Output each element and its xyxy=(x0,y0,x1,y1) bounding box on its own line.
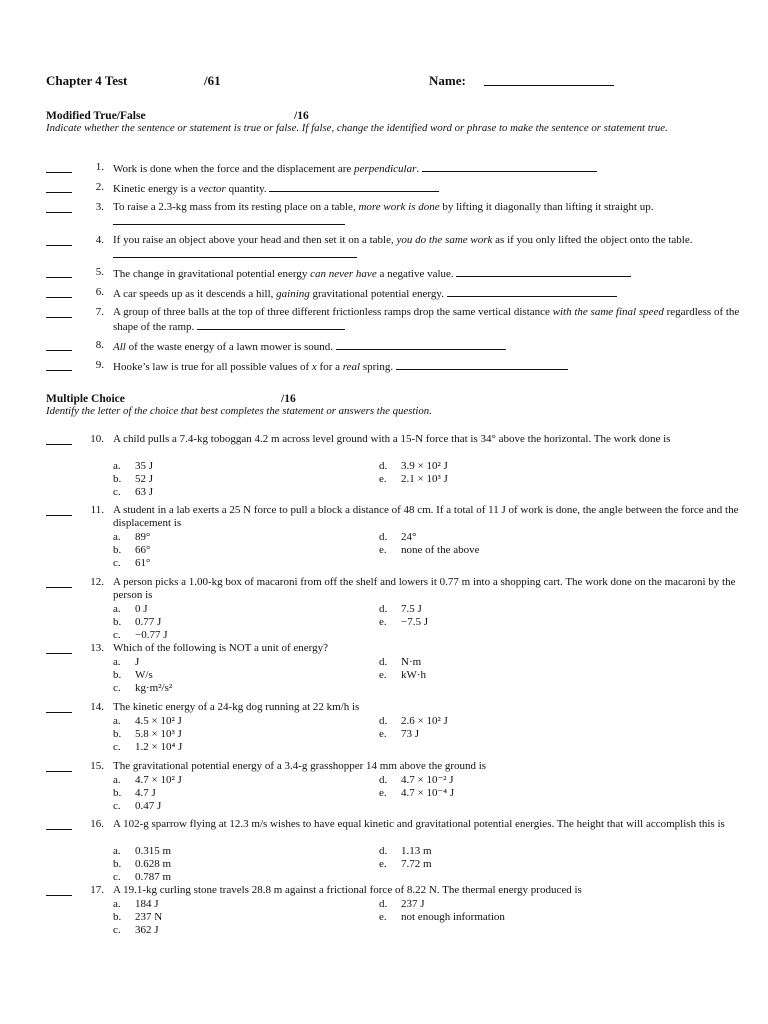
mc-section-score: /16 xyxy=(281,393,296,405)
choice-e[interactable] xyxy=(379,728,419,741)
choice-letter: e. xyxy=(379,911,387,923)
question-stem: Which of the following is NOT a unit of energy? xyxy=(113,642,328,654)
choice-e[interactable] xyxy=(379,669,426,682)
choice-text: 1.2 × 10⁴ J xyxy=(135,741,183,753)
question-number: 9. xyxy=(95,359,104,371)
choice-letter: c. xyxy=(113,557,121,569)
choice-letter: a. xyxy=(113,898,121,910)
question-text xyxy=(113,339,763,354)
choice-e[interactable] xyxy=(379,616,428,629)
choice-letter: b. xyxy=(113,858,122,870)
identified-phrase: with the same final speed xyxy=(552,306,664,318)
question-stem: A child pulls a 7.4-kg toboggan 4.2 m across level ground with a 15-N force that is 34° above the horizontal. The work done is xyxy=(113,433,671,445)
choice-letter: c. xyxy=(113,741,121,753)
question-number: 2. xyxy=(95,181,104,193)
text-segment: . xyxy=(416,163,422,175)
answer-blank[interactable] xyxy=(46,504,72,516)
text-segment: a negative value. xyxy=(376,268,457,280)
choice-text: −0.77 J xyxy=(135,629,168,641)
choice-text: 73 J xyxy=(401,728,420,740)
choice-text: 2.6 × 10² J xyxy=(401,715,448,727)
choice-a[interactable] xyxy=(113,715,182,728)
text-segment: Work is done when the force and the displacement are xyxy=(113,163,355,175)
choice-c[interactable] xyxy=(113,629,167,642)
choice-letter: b. xyxy=(113,544,122,556)
choice-d[interactable] xyxy=(379,715,448,728)
choice-b[interactable] xyxy=(113,473,153,486)
question-text xyxy=(113,359,763,374)
choice-b[interactable] xyxy=(113,616,161,629)
text-segment: by lifting it diagonally than lifting it straight up. xyxy=(439,201,654,213)
choice-letter: d. xyxy=(379,715,388,727)
choice-text: not enough information xyxy=(401,911,505,923)
text-segment: of the waste energy of a lawn mower is sound. xyxy=(125,341,336,353)
choice-a[interactable] xyxy=(113,603,148,616)
choice-b[interactable] xyxy=(113,858,171,871)
choice-d[interactable] xyxy=(379,531,416,544)
identified-phrase: you do the same work xyxy=(396,234,493,246)
choice-letter: e. xyxy=(379,544,387,556)
choice-text: 4.7 J xyxy=(135,787,156,799)
question-text xyxy=(113,161,763,176)
choice-letter: d. xyxy=(379,460,388,472)
choice-letter: a. xyxy=(113,656,121,668)
question-text xyxy=(113,201,763,229)
question-stem: A 102-g sparrow flying at 12.3 m/s wishes to have equal kinetic and gravitational potential energies. The height that will accomplish this is xyxy=(113,818,725,830)
choice-letter: d. xyxy=(379,774,388,786)
choice-letter: a. xyxy=(113,531,121,543)
choice-letter: c. xyxy=(113,682,121,694)
choice-e[interactable] xyxy=(379,911,505,924)
answer-blank[interactable] xyxy=(46,306,72,318)
choice-text: 4.7 × 10⁻² J xyxy=(401,774,454,786)
choice-d[interactable] xyxy=(379,460,448,473)
choice-b[interactable] xyxy=(113,911,162,924)
question-number: 1. xyxy=(95,161,104,173)
question-number: 7. xyxy=(95,306,104,318)
answer-blank[interactable] xyxy=(46,642,72,654)
choice-letter: d. xyxy=(379,603,388,615)
choice-text: 0.77 J xyxy=(135,616,162,628)
choice-letter: a. xyxy=(113,460,121,472)
choice-text: 1.13 m xyxy=(401,845,432,857)
choice-letter: d. xyxy=(379,531,388,543)
question-number: 17. xyxy=(90,884,104,896)
choice-letter: e. xyxy=(379,728,387,740)
correction-blank[interactable] xyxy=(197,319,345,330)
mc-section-title: Multiple Choice /16 xyxy=(46,393,296,405)
question-number: 15. xyxy=(90,760,104,772)
choice-text: W/s xyxy=(135,669,153,681)
choice-letter: c. xyxy=(113,924,121,936)
choice-text: −7.5 J xyxy=(401,616,428,628)
text-segment: The change in gravitational potential energy xyxy=(113,268,311,280)
choice-c[interactable] xyxy=(113,682,172,695)
choice-letter: b. xyxy=(113,787,122,799)
text-segment: as if you only lifted the object onto the table. xyxy=(492,234,693,246)
question-number: 16. xyxy=(90,818,104,830)
choice-text: 2.1 × 10³ J xyxy=(401,473,448,485)
answer-blank[interactable] xyxy=(46,181,72,193)
answer-blank[interactable] xyxy=(46,201,72,213)
question-text xyxy=(113,306,763,334)
identified-phrase: x xyxy=(311,361,317,373)
choice-text: 35 J xyxy=(135,460,154,472)
answer-blank[interactable] xyxy=(46,701,72,713)
correction-blank[interactable] xyxy=(113,214,345,225)
correction-blank[interactable] xyxy=(113,247,357,258)
choice-a[interactable] xyxy=(113,656,139,669)
choice-letter: b. xyxy=(113,911,122,923)
choice-text: 7.5 J xyxy=(401,603,422,615)
choice-text: J xyxy=(135,656,140,668)
choice-text: 362 J xyxy=(135,924,159,936)
choice-letter: e. xyxy=(379,787,387,799)
identified-phrase: real xyxy=(342,361,361,373)
text-segment: spring. xyxy=(360,361,396,373)
question-number: 4. xyxy=(95,234,104,246)
choice-text: 4.7 × 10⁻⁴ J xyxy=(401,787,455,799)
choice-letter: e. xyxy=(379,473,387,485)
choice-text: 89° xyxy=(135,531,151,543)
choice-text: 237 N xyxy=(135,911,163,923)
choice-letter: a. xyxy=(113,774,121,786)
text-segment: for a xyxy=(316,361,343,373)
question-number: 10. xyxy=(90,433,104,445)
choice-text: 4.5 × 10² J xyxy=(135,715,182,727)
text-segment: To raise a 2.3-kg mass from its resting place on a table, xyxy=(113,201,359,213)
question-number: 5. xyxy=(95,266,104,278)
choice-text: 0.47 J xyxy=(135,800,162,812)
choice-d[interactable] xyxy=(379,774,454,787)
choice-text: 61° xyxy=(135,557,151,569)
mc-instructions: Identify the letter of the choice that best completes the statement or answers the question. xyxy=(46,405,432,417)
choice-c[interactable] xyxy=(113,871,171,884)
choice-c[interactable] xyxy=(113,557,150,570)
choice-letter: e. xyxy=(379,616,387,628)
question-stem: A person picks a 1.00-kg box of macaroni from off the shelf and lowers it 0.77 m into a shopping cart. The work done on the macaroni by the person is xyxy=(113,576,736,601)
text-segment: If you raise an object above your head and then set it on a table, xyxy=(113,234,397,246)
correction-blank[interactable] xyxy=(336,339,506,350)
choice-a[interactable] xyxy=(113,845,171,858)
answer-blank[interactable] xyxy=(46,234,72,246)
tf-instructions: Indicate whether the sentence or statement is true or false. If false, change the identified word or phrase to make the sentence or statement true. xyxy=(46,122,668,134)
choice-letter: d. xyxy=(379,898,388,910)
correction-blank[interactable] xyxy=(396,359,568,370)
answer-blank[interactable] xyxy=(46,884,72,896)
question-number: 3. xyxy=(95,201,104,213)
test-title: Chapter 4 Test xyxy=(46,73,128,88)
choice-d[interactable] xyxy=(379,656,421,669)
choice-d[interactable] xyxy=(379,898,425,911)
choice-text: N·m xyxy=(401,656,422,668)
choice-e[interactable] xyxy=(379,544,480,557)
choice-text: 0.315 m xyxy=(135,845,172,857)
test-total-score: /61 xyxy=(204,73,221,88)
question-number: 12. xyxy=(90,576,104,588)
choice-b[interactable] xyxy=(113,544,150,557)
question-number: 14. xyxy=(90,701,104,713)
question-text xyxy=(113,266,763,281)
question-stem: A 19.1-kg curling stone travels 28.8 m against a frictional force of 8.22 N. The thermal energy produced is xyxy=(113,884,582,896)
text-segment: A car speeds up as it descends a hill, xyxy=(113,288,277,300)
choice-c[interactable] xyxy=(113,924,159,937)
choice-text: 52 J xyxy=(135,473,154,485)
answer-blank[interactable] xyxy=(46,359,72,371)
question-number: 11. xyxy=(90,504,104,516)
answer-blank[interactable] xyxy=(46,266,72,278)
choice-letter: b. xyxy=(113,616,122,628)
answer-blank[interactable] xyxy=(46,760,72,772)
answer-blank[interactable] xyxy=(46,818,72,830)
text-segment: Kinetic energy is a xyxy=(113,183,199,195)
choice-letter: a. xyxy=(113,603,121,615)
choice-text: 0 J xyxy=(135,603,148,615)
choice-text: 66° xyxy=(135,544,151,556)
choice-letter: a. xyxy=(113,715,121,727)
answer-blank[interactable] xyxy=(46,433,72,445)
choice-text: 63 J xyxy=(135,486,154,498)
answer-blank[interactable] xyxy=(46,286,72,298)
identified-phrase: All xyxy=(113,341,126,353)
answer-blank[interactable] xyxy=(46,161,72,173)
question-stem: The kinetic energy of a 24-kg dog running at 22 km/h is xyxy=(113,701,360,713)
text-segment: gravitational potential energy. xyxy=(309,288,447,300)
choice-letter: b. xyxy=(113,473,122,485)
choice-text: none of the above xyxy=(401,544,480,556)
question-number: 8. xyxy=(95,339,104,351)
choice-letter: e. xyxy=(379,858,387,870)
choice-a[interactable] xyxy=(113,898,159,911)
answer-blank[interactable] xyxy=(46,339,72,351)
identified-phrase: more work is done xyxy=(358,201,440,213)
text-segment: quantity. xyxy=(225,183,270,195)
question-text xyxy=(113,181,763,196)
choice-text: 0.628 m xyxy=(135,858,172,870)
choice-letter: c. xyxy=(113,486,121,498)
question-text xyxy=(113,286,763,301)
identified-phrase: vector xyxy=(198,183,226,195)
choice-letter: c. xyxy=(113,800,121,812)
identified-phrase: gaining xyxy=(276,288,310,300)
choice-e[interactable] xyxy=(379,858,432,871)
correction-blank[interactable] xyxy=(456,266,631,277)
tf-section-title: Modified True/False /16 xyxy=(46,110,309,122)
choice-b[interactable] xyxy=(113,728,182,741)
question-number: 6. xyxy=(95,286,104,298)
choice-e[interactable] xyxy=(379,473,448,486)
choice-text: 7.72 m xyxy=(401,858,432,870)
correction-blank[interactable] xyxy=(269,181,439,192)
question-number: 13. xyxy=(90,642,104,654)
choice-text: kg·m²/s² xyxy=(135,682,173,694)
choice-letter: b. xyxy=(113,728,122,740)
choice-d[interactable] xyxy=(379,845,432,858)
choice-a[interactable] xyxy=(113,460,153,473)
choice-letter: a. xyxy=(113,845,121,857)
choice-c[interactable] xyxy=(113,486,153,499)
choice-text: kW·h xyxy=(401,669,427,681)
correction-blank[interactable] xyxy=(422,161,597,172)
name-blank[interactable] xyxy=(484,85,614,86)
name-label: Name: xyxy=(429,73,466,88)
choice-b[interactable] xyxy=(113,669,153,682)
choice-a[interactable] xyxy=(113,531,150,544)
text-segment: Hooke’s law is true for all possible values of xyxy=(113,361,312,373)
text-segment: regardless of the shape of the ramp. xyxy=(113,306,740,333)
choice-letter: e. xyxy=(379,669,387,681)
choice-d[interactable] xyxy=(379,603,422,616)
choice-c[interactable] xyxy=(113,741,182,754)
choice-text: 237 J xyxy=(401,898,425,910)
choice-letter: d. xyxy=(379,656,388,668)
choice-letter: c. xyxy=(113,871,121,883)
text-segment: A group of three balls at the top of three different frictionless ramps drop the same vertical distance xyxy=(113,306,553,318)
question-stem: The gravitational potential energy of a 3.4-g grasshopper 14 mm above the ground is xyxy=(113,760,487,772)
choice-a[interactable] xyxy=(113,774,182,787)
question-stem: A student in a lab exerts a 25 N force to pull a block a distance of 48 cm. If a total of 11 J of work is done, the angle between the force and the displacement is xyxy=(113,504,739,529)
choice-letter: c. xyxy=(113,629,121,641)
tf-section-score: /16 xyxy=(294,110,309,122)
identified-phrase: can never have xyxy=(310,268,377,280)
choice-letter: d. xyxy=(379,845,388,857)
choice-text: 24° xyxy=(401,531,417,543)
choice-text: 5.8 × 10³ J xyxy=(135,728,182,740)
choice-c[interactable] xyxy=(113,800,161,813)
choice-letter: b. xyxy=(113,669,122,681)
question-text xyxy=(113,234,763,262)
choice-text: 184 J xyxy=(135,898,159,910)
choice-b[interactable] xyxy=(113,787,156,800)
choice-text: 0.787 m xyxy=(135,871,172,883)
choice-text: 4.7 × 10² J xyxy=(135,774,182,786)
answer-blank[interactable] xyxy=(46,576,72,588)
choice-text: 3.9 × 10² J xyxy=(401,460,448,472)
correction-blank[interactable] xyxy=(447,286,617,297)
choice-e[interactable] xyxy=(379,787,454,800)
identified-phrase: perpendicular xyxy=(354,163,417,175)
